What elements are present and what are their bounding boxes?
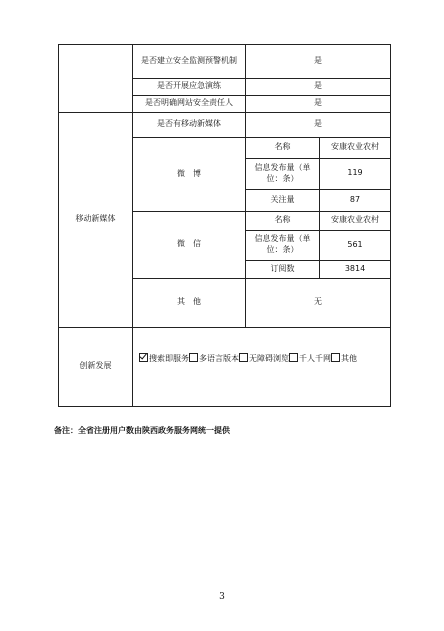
wechat-label: 微 信: [177, 239, 201, 249]
other-label-cell: [132, 278, 246, 328]
blank-category-cell: [58, 44, 133, 113]
checkbox-other[interactable]: [331, 353, 340, 362]
weibo-publish-value-cell: [319, 158, 391, 190]
early-warning-value: 是: [314, 56, 322, 66]
innovation-label: 创新发展: [79, 361, 112, 371]
weibo-publish-label: 信息发布量（单位：条）: [254, 162, 311, 183]
checkbox-multilingual[interactable]: [189, 353, 198, 362]
wechat-name-value-cell: [319, 211, 391, 231]
wechat-label-cell: [132, 211, 246, 279]
innovation-options-cell: [132, 327, 391, 407]
page-number: 3: [219, 592, 225, 602]
checkbox-personalized[interactable]: [289, 353, 298, 362]
innovation-category: [58, 327, 133, 407]
early-warning-label: 是否建立安全监测预警机制: [141, 56, 237, 66]
weibo-publish-label-cell: [245, 158, 320, 190]
option-search-as-service-label: 搜索即服务: [149, 354, 189, 363]
wechat-name-value: 安康农业农村: [331, 215, 379, 225]
responsible-label-cell: [132, 95, 246, 113]
wechat-subscribe-value-cell: [319, 260, 391, 279]
drill-value-cell: [245, 78, 391, 96]
other-label: 其 他: [177, 297, 201, 307]
wechat-publish-value-cell: [319, 230, 391, 261]
drill-value: 是: [314, 81, 322, 91]
weibo-follow-value-cell: [319, 189, 391, 212]
wechat-publish-label: 信息发布量（单位：条）: [254, 234, 311, 254]
responsible-value-cell: [245, 95, 391, 113]
wechat-subscribe-label: 订阅数: [270, 263, 295, 273]
checkbox-accessibility[interactable]: [239, 353, 248, 362]
has-mobile-label: 是否有移动新媒体: [157, 119, 221, 129]
weibo-name-value-cell: [319, 137, 391, 159]
mobile-media-category: [58, 112, 133, 328]
weibo-follow-label: 关注量: [270, 194, 295, 204]
has-mobile-value-cell: [245, 112, 391, 138]
weibo-publish-value: 119: [347, 168, 363, 178]
weibo-label: 微 博: [177, 168, 201, 178]
early-warning-label-cell: [132, 44, 246, 79]
wechat-subscribe-label-cell: [245, 260, 320, 279]
responsible-label: 是否明确网站安全责任人: [145, 98, 233, 108]
weibo-label-cell: [132, 137, 246, 212]
option-personalized-label: 千人千网: [299, 354, 331, 363]
other-value-cell: [245, 278, 391, 328]
weibo-name-label-cell: [245, 137, 320, 159]
responsible-value: 是: [314, 98, 322, 108]
wechat-name-label-cell: [245, 211, 320, 231]
wechat-publish-value: 561: [347, 239, 363, 249]
weibo-follow-value: 87: [349, 194, 361, 204]
other-value: 无: [314, 297, 322, 307]
mobile-media-label: 移动新媒体: [75, 214, 116, 224]
drill-label-cell: [132, 78, 246, 96]
has-mobile-value: 是: [314, 119, 322, 129]
wechat-publish-label-cell: [245, 230, 320, 261]
checkbox-search-as-service[interactable]: [139, 353, 148, 362]
option-other-label: 其他: [341, 354, 357, 363]
weibo-name-value: 安康农业农村: [331, 142, 379, 152]
wechat-subscribe-value: 3814: [344, 263, 366, 273]
option-multilingual-label: 多语言版本: [199, 354, 239, 363]
innovation-options: [139, 353, 357, 365]
option-accessibility-label: 无障碍浏览: [249, 354, 289, 363]
weibo-follow-label-cell: [245, 189, 320, 212]
drill-label: 是否开展应急演练: [157, 81, 221, 91]
footnote: 备注：全省注册用户数由陕西政务服务网统一提供: [54, 426, 230, 435]
has-mobile-label-cell: [132, 112, 246, 138]
weibo-name-label: 名称: [274, 142, 291, 152]
early-warning-value-cell: [245, 44, 391, 79]
wechat-name-label: 名称: [274, 215, 291, 225]
